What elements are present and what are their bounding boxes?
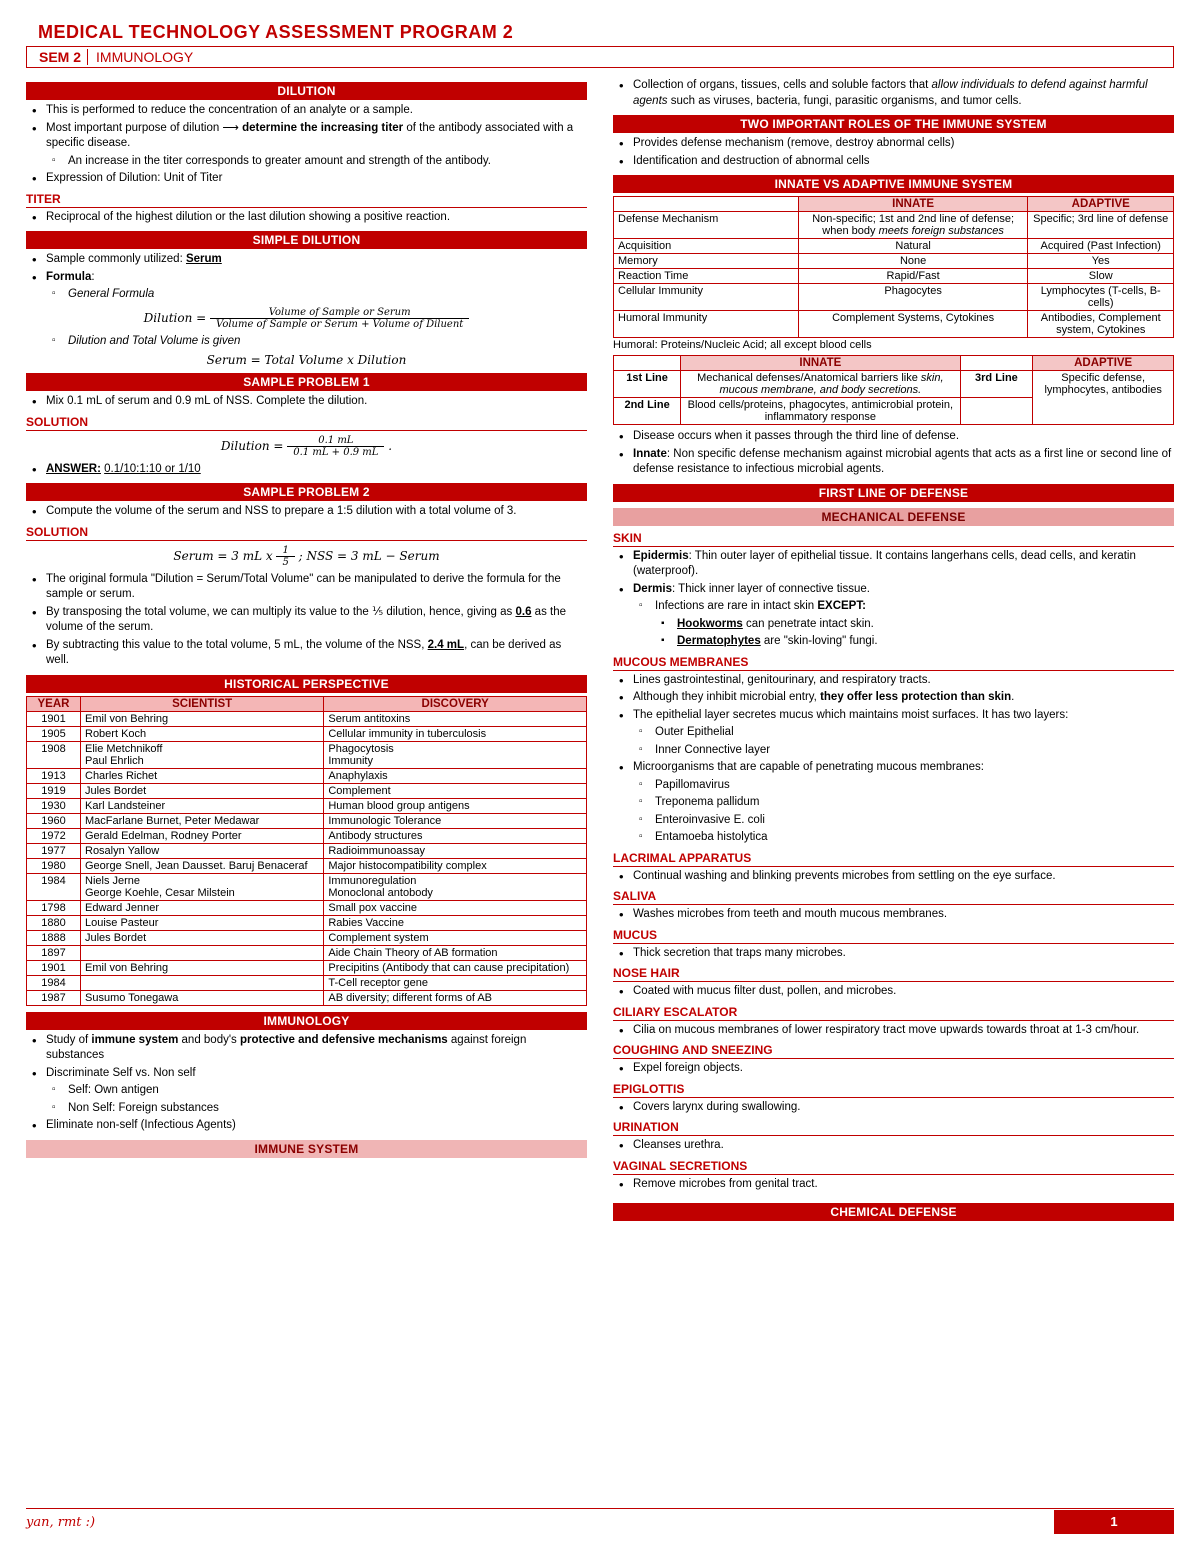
subsection-urination: URINATION [613, 1120, 1174, 1136]
titer-list [26, 210, 587, 226]
table-row [614, 269, 1174, 284]
cell-discovery: Major histocompatibility complex [324, 858, 587, 873]
historical-table-body [27, 711, 587, 1005]
table-row [27, 900, 587, 915]
list-item: • Microorganisms that are capable of penetrating mucous membranes: [613, 760, 1174, 776]
cell-year: 1972 [27, 828, 81, 843]
table-row [27, 915, 587, 930]
page-header [26, 22, 1174, 68]
general-formula: Dilution = $\frac{\text{Volume of Sample or Serum}}{\text{Volume of Sample or Serum + Volume of Diluent}}$ [26, 307, 587, 330]
section-band-first-line-defense: FIRST LINE OF DEFENSE [613, 484, 1174, 502]
section-list [613, 1100, 1174, 1116]
table-row [27, 960, 587, 975]
cell-discovery: Complement system [324, 930, 587, 945]
section-list [613, 946, 1174, 962]
cell-adaptive: Lymphocytes (T-cells, B-cells) [1028, 284, 1174, 311]
cell-scientist: Edward Jenner [81, 900, 324, 915]
right-column [613, 76, 1174, 1224]
list-item: • Although they inhibit microbial entry, they offer less protection than skin. [613, 690, 1174, 706]
table-row [614, 254, 1174, 269]
sample1-formula: Dilution = $\frac{0.1 mL}{0.1 mL + 0.9 mL}$ . [220, 434, 393, 458]
solution-head-1: SOLUTION [26, 415, 587, 431]
list-item: ▫ Papillomavirus [613, 778, 1174, 794]
list-item: • Formula: [26, 270, 587, 286]
cell-discovery: Cellular immunity in tuberculosis [324, 726, 587, 741]
col-innate: INNATE [798, 197, 1028, 212]
section-list [613, 1061, 1174, 1077]
col-blank [614, 197, 799, 212]
total-volume-formula: Serum = Total Volume x Dilution [206, 353, 407, 368]
left-column [26, 76, 587, 1224]
cell-scientist: Niels Jerne George Koehle, Cesar Milstein [81, 873, 324, 900]
cell-3rd-line-adaptive: Specific defense, lymphocytes, antibodies [1033, 371, 1174, 425]
table-row [27, 813, 587, 828]
list-item: • Identification and destruction of abnormal cells [613, 154, 1174, 170]
cell-scientist: Louise Pasteur [81, 915, 324, 930]
section-list [613, 869, 1174, 885]
cell-scientist: MacFarlane Burnet, Peter Medawar [81, 813, 324, 828]
cell-3rd-line: 3rd Line [960, 371, 1033, 398]
cell-scientist: Jules Bordet [81, 930, 324, 945]
table-row [27, 990, 587, 1005]
cell-year: 1901 [27, 960, 81, 975]
table-row [27, 975, 587, 990]
subsection-coughing-and-sneezing: COUGHING AND SNEEZING [613, 1043, 1174, 1059]
cell-year: 1880 [27, 915, 81, 930]
list-item: • The original formula "Dilution = Serum/Total Volume" can be manipulated to derive the formula for the sample or serum. [26, 572, 587, 603]
subsection-vaginal-secretions: VAGINAL SECRETIONS [613, 1159, 1174, 1175]
section-list [613, 673, 1174, 846]
cell-scientist: Susumo Tonegawa [81, 990, 324, 1005]
list-item: ▫ Entamoeba histolytica [613, 830, 1174, 846]
cell-year: 1897 [27, 945, 81, 960]
sample2-explanation [26, 572, 587, 669]
cell-year: 1919 [27, 783, 81, 798]
table-row [27, 858, 587, 873]
sample-value: Serum [185, 253, 222, 266]
dilution-list [26, 103, 587, 187]
list-item: • Dermis: Thick inner layer of connective tissue. [613, 582, 1174, 598]
cell-property: Reaction Time [614, 269, 799, 284]
list-item: • Discriminate Self vs. Non self [26, 1066, 587, 1082]
col-blank-1 [614, 356, 681, 371]
subsection-titer: TITER [26, 192, 587, 208]
page-title: MEDICAL TECHNOLOGY ASSESSMENT PROGRAM 2 [38, 22, 514, 42]
cell-year: 1798 [27, 900, 81, 915]
table-header-row [27, 696, 587, 711]
list-item: • Most important purpose of dilution ⟶ determine the increasing titer of the antibody associated with a specific disease. [26, 121, 587, 152]
cell-discovery: Immunoregulation Monoclonal antobody [324, 873, 587, 900]
cell-property: Defense Mechanism [614, 212, 799, 239]
cell-adaptive: Antibodies, Complement system, Cytokines [1028, 311, 1174, 338]
cell-scientist: Gerald Edelman, Rodney Porter [81, 828, 324, 843]
cell-scientist: Jules Bordet [81, 783, 324, 798]
list-item: • Washes microbes from teeth and mouth mucous membranes. [613, 907, 1174, 923]
subject-name: IMMUNOLOGY [87, 49, 1173, 65]
subsection-ciliary-escalator: CILIARY ESCALATOR [613, 1005, 1174, 1021]
total-volume-list [26, 334, 587, 350]
page-footer [26, 1508, 1174, 1535]
list-item: • Innate: Non specific defense mechanism against microbial agents that acts as a first line or second line of defense resistance to infectious microbial agents. [613, 447, 1174, 478]
page-number: 1 [1054, 1510, 1174, 1534]
table-row [27, 930, 587, 945]
col-blank-2 [960, 356, 1033, 371]
cell-year: 1977 [27, 843, 81, 858]
cell-innate: Phagocytes [798, 284, 1028, 311]
table-row [27, 711, 587, 726]
section-list [613, 984, 1174, 1000]
list-item: • Compute the volume of the serum and NSS to prepare a 1:5 dilution with a total volume of 3. [26, 504, 587, 520]
table-row [27, 828, 587, 843]
list-item: ▫ Enteroinvasive E. coli [613, 813, 1174, 829]
mechanical-defense-sections [613, 531, 1174, 1193]
list-item: ▫ Self: Own antigen [26, 1083, 587, 1099]
answer-value: 0.1/10:1:10 or 1/10 [104, 462, 201, 475]
two-roles-list [613, 136, 1174, 169]
list-item: • Disease occurs when it passes through the third line of defense. [613, 429, 1174, 445]
immune-system-list [613, 78, 1174, 109]
cell-discovery: AB diversity; different forms of AB [324, 990, 587, 1005]
innate-vs-adaptive-table [613, 196, 1174, 338]
list-item: • This is performed to reduce the concentration of an analyte or a sample. [26, 103, 587, 119]
cell-adaptive: Yes [1028, 254, 1174, 269]
list-item: • Cilia on mucous membranes of lower respiratory tract move upwards towards throat at 1-3 cm/hour. [613, 1023, 1174, 1039]
cell-scientist: Karl Landsteiner [81, 798, 324, 813]
table-row [27, 768, 587, 783]
table-row [614, 371, 1174, 398]
section-list [613, 1023, 1174, 1039]
two-column-layout [26, 76, 1174, 1224]
list-item: • Reciprocal of the highest dilution or the last dilution showing a positive reaction. [26, 210, 587, 226]
lines-table-body [614, 371, 1174, 425]
cell-year: 1888 [27, 930, 81, 945]
col-discovery: DISCOVERY [324, 696, 587, 711]
author-signature: yan, rmt :) [26, 1514, 96, 1530]
cell-discovery: Radioimmunoassay [324, 843, 587, 858]
lines-of-defense-table [613, 355, 1174, 425]
list-item: ▪ Dermatophytes are "skin-loving" fungi. [613, 634, 1174, 650]
cell-discovery: Precipitins (Antibody that can cause precipitation) [324, 960, 587, 975]
list-item: • ANSWER: 0.1/10:1:10 or 1/10 [26, 462, 587, 478]
list-item: • Lines gastrointestinal, genitourinary, and respiratory tracts. [613, 673, 1174, 689]
section-list [613, 1138, 1174, 1154]
cell-scientist [81, 975, 324, 990]
table-row [27, 726, 587, 741]
cell-2nd-line: 2nd Line [614, 398, 681, 425]
solution-head-2: SOLUTION [26, 525, 587, 541]
cell-scientist: George Snell, Jean Dausset. Baruj Benaceraf [81, 858, 324, 873]
cell-property: Acquisition [614, 239, 799, 254]
cell-scientist: Robert Koch [81, 726, 324, 741]
cell-scientist [81, 945, 324, 960]
col-innate-lines: INNATE [681, 356, 960, 371]
section-list [613, 907, 1174, 923]
list-item: • Collection of organs, tissues, cells and soluble factors that allow individuals to defend against harmful agents such as viruses, bacteria, fungi, parasitic organisms, and tumor cells. [613, 78, 1174, 109]
cell-scientist: Emil von Behring [81, 711, 324, 726]
cell-discovery: Immunologic Tolerance [324, 813, 587, 828]
section-band-simple-dilution: SIMPLE DILUTION [26, 231, 587, 249]
cell-year: 1960 [27, 813, 81, 828]
subsection-mucous-membranes: MUCOUS MEMBRANES [613, 655, 1174, 671]
table-row [27, 798, 587, 813]
cell-adaptive: Slow [1028, 269, 1174, 284]
cell-year: 1930 [27, 798, 81, 813]
cell-innate: Natural [798, 239, 1028, 254]
historical-perspective-table [26, 696, 587, 1006]
col-adaptive-lines: ADAPTIVE [1033, 356, 1174, 371]
cell-discovery: Phagocytosis Immunity [324, 741, 587, 768]
cell-year: 1980 [27, 858, 81, 873]
list-item: ▫ An increase in the titer corresponds to greater amount and strength of the antibody. [26, 154, 587, 170]
list-item: ▫ Infections are rare in intact skin EXCEPT: [613, 599, 1174, 615]
cell-empty [960, 398, 1033, 425]
table-row [27, 873, 587, 900]
table-row [27, 783, 587, 798]
cell-year: 1901 [27, 711, 81, 726]
cell-discovery: Serum antitoxins [324, 711, 587, 726]
list-item: ▫ Treponema pallidum [613, 795, 1174, 811]
list-item: • Mix 0.1 mL of serum and 0.9 mL of NSS. Complete the dilution. [26, 394, 587, 410]
list-item: • Expression of Dilution: Unit of Titer [26, 171, 587, 187]
list-item: ▫ General Formula [26, 287, 587, 303]
subsection-epiglottis: EPIGLOTTIS [613, 1082, 1174, 1098]
section-band-immunology: IMMUNOLOGY [26, 1012, 587, 1030]
cell-scientist: Rosalyn Yallow [81, 843, 324, 858]
list-item: ▫ Dilution and Total Volume is given [26, 334, 587, 350]
list-item: • By transposing the total volume, we can multiply its value to the ⅕ dilution, hence, giving as 0.6 as the volume of the serum. [26, 605, 587, 636]
cell-discovery: Antibody structures [324, 828, 587, 843]
subsection-mucus: MUCUS [613, 928, 1174, 944]
subsection-skin: SKIN [613, 531, 1174, 547]
fraction: $\frac{0.1 mL}{0.1 mL + 0.9 mL}$ [287, 435, 384, 458]
section-band-innate-vs-adaptive: INNATE VS ADAPTIVE IMMUNE SYSTEM [613, 175, 1174, 193]
section-band-sample-problem-2: SAMPLE PROBLEM 2 [26, 483, 587, 501]
cell-year: 1987 [27, 990, 81, 1005]
immunology-list [26, 1033, 587, 1134]
cell-property: Humoral Immunity [614, 311, 799, 338]
section-band-dilution: DILUTION [26, 82, 587, 100]
list-item: • Provides defense mechanism (remove, destroy abnormal cells) [613, 136, 1174, 152]
sample2-list [26, 504, 587, 520]
list-item: • Expel foreign objects. [613, 1061, 1174, 1077]
cell-property: Memory [614, 254, 799, 269]
cell-scientist: Charles Richet [81, 768, 324, 783]
cell-discovery: Anaphylaxis [324, 768, 587, 783]
col-adaptive: ADAPTIVE [1028, 197, 1174, 212]
table-row [614, 284, 1174, 311]
section-list [613, 549, 1174, 650]
col-scientist: SCIENTIST [81, 696, 324, 711]
table-header-row [614, 356, 1174, 371]
list-item: • Cleanses urethra. [613, 1138, 1174, 1154]
semester-label: SEM 2 [39, 49, 82, 65]
subsection-nose-hair: NOSE HAIR [613, 966, 1174, 982]
sample1-list [26, 394, 587, 410]
list-item: ▫ Non Self: Foreign substances [26, 1101, 587, 1117]
table-row [614, 239, 1174, 254]
section-band-two-roles: TWO IMPORTANT ROLES OF THE IMMUNE SYSTEM [613, 115, 1174, 133]
cell-year: 1984 [27, 873, 81, 900]
cell-2nd-line-innate: Blood cells/proteins, phagocytes, antimicrobial protein, inflammatory response [681, 398, 960, 425]
list-item: ▪ Hookworms can penetrate intact skin. [613, 617, 1174, 633]
subsection-saliva: SALIVA [613, 889, 1174, 905]
section-band-immune-system: IMMUNE SYSTEM [26, 1140, 587, 1158]
cell-innate: None [798, 254, 1028, 269]
cell-property: Cellular Immunity [614, 284, 799, 311]
section-band-chemical-defense: CHEMICAL DEFENSE [613, 1203, 1174, 1221]
cell-year: 1913 [27, 768, 81, 783]
semester-bar [26, 46, 1174, 68]
cell-1st-line-innate: Mechanical defenses/Anatomical barriers like skin, mucous membrane, and body secretions. [681, 371, 960, 398]
table-row [614, 212, 1174, 239]
cell-discovery: Complement [324, 783, 587, 798]
list-item: • Eliminate non-self (Infectious Agents) [26, 1118, 587, 1134]
section-band-historical-perspective: HISTORICAL PERSPECTIVE [26, 675, 587, 693]
cell-discovery: Aide Chain Theory of AB formation [324, 945, 587, 960]
list-item: • Epidermis: Thin outer layer of epithelial tissue. It contains langerhans cells, dead cells, and keratin (waterproof). [613, 549, 1174, 580]
table-row [27, 843, 587, 858]
cell-scientist: Emil von Behring [81, 960, 324, 975]
cell-year: 1905 [27, 726, 81, 741]
cell-innate: Non-specific; 1st and 2nd line of defense; when body meets foreign substances [798, 212, 1028, 239]
simple-dilution-list [26, 252, 587, 303]
cell-discovery: Small pox vaccine [324, 900, 587, 915]
section-list [613, 1177, 1174, 1193]
table-row [614, 311, 1174, 338]
cell-year: 1908 [27, 741, 81, 768]
cell-discovery: Rabies Vaccine [324, 915, 587, 930]
cell-discovery: Human blood group antigens [324, 798, 587, 813]
list-item: • The epithelial layer secretes mucus which maintains moist surfaces. It has two layers: [613, 708, 1174, 724]
sample1-answer-list [26, 462, 587, 478]
sample2-formula: Serum = 3 mL x $\frac{1}{5}$ ; NSS = 3 mL − Serum [173, 544, 440, 568]
cell-innate: Rapid/Fast [798, 269, 1028, 284]
after-table-list [613, 429, 1174, 478]
table-row [27, 741, 587, 768]
innate-adaptive-body [614, 212, 1174, 338]
list-item: • Thick secretion that traps many microbes. [613, 946, 1174, 962]
col-year: YEAR [27, 696, 81, 711]
section-band-sample-problem-1: SAMPLE PROBLEM 1 [26, 373, 587, 391]
table-row [27, 945, 587, 960]
cell-discovery: T-Cell receptor gene [324, 975, 587, 990]
cell-1st-line: 1st Line [614, 371, 681, 398]
list-item: • Study of immune system and body's protective and defensive mechanisms against foreign substances [26, 1033, 587, 1064]
list-item: • Coated with mucus filter dust, pollen, and microbes. [613, 984, 1174, 1000]
cell-adaptive: Specific; 3rd line of defense [1028, 212, 1174, 239]
cell-year: 1984 [27, 975, 81, 990]
fraction: $\frac{\text{Volume of Sample or Serum}}{\text{Volume of Sample or Serum + Volume of Diluent}}$ [210, 307, 469, 330]
table-header-row [614, 197, 1174, 212]
list-item: • Continual washing and blinking prevents microbes from settling on the eye surface. [613, 869, 1174, 885]
list-item: • Remove microbes from genital tract. [613, 1177, 1174, 1193]
list-item: • Covers larynx during swallowing. [613, 1100, 1174, 1116]
subsection-lacrimal-apparatus: LACRIMAL APPARATUS [613, 851, 1174, 867]
list-item: ▫ Inner Connective layer [613, 743, 1174, 759]
cell-adaptive: Acquired (Past Infection) [1028, 239, 1174, 254]
list-item: • Sample commonly utilized: Serum [26, 252, 587, 268]
humoral-note: Humoral: Proteins/Nucleic Acid; all except blood cells [613, 339, 872, 352]
cell-scientist: Elie Metchnikoff Paul Ehrlich [81, 741, 324, 768]
section-band-mechanical-defense: MECHANICAL DEFENSE [613, 508, 1174, 526]
list-item: ▫ Outer Epithelial [613, 725, 1174, 741]
list-item: • By subtracting this value to the total volume, 5 mL, the volume of the NSS, 2.4 mL, can be derived as well. [26, 638, 587, 669]
cell-innate: Complement Systems, Cytokines [798, 311, 1028, 338]
